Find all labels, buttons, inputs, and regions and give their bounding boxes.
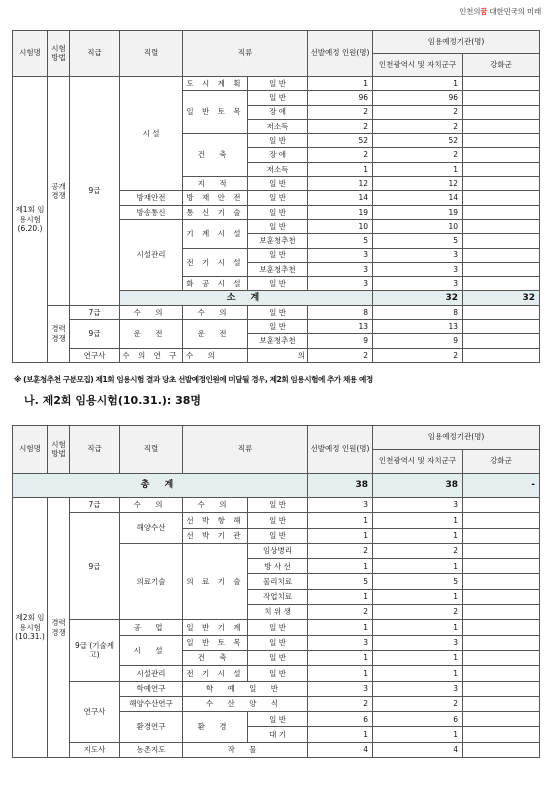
table-row: 지 적 일 반 12 12 [13,177,540,191]
total-row: 총 계 38 38 - [13,474,540,498]
footnote: ※ (보훈청추천 구분모집) 제1회 임용시험 결과 당초 선발예정인원에 미달될 경우, 제2회 임용시험에 추가 채용 예정 [14,375,373,384]
table-row: 전 기 시 설 일 반 3 3 [13,248,540,262]
subtotal-row: 소 계 32 32 [13,291,540,305]
series-facility: 시 설 [120,77,183,191]
table-row: 보훈청추천 9 9 [13,334,540,348]
exam1-name: 제1회 임용시험 (6.20.) [13,77,48,363]
table-row: 방 사 선 1 1 [13,559,540,574]
table-row: 화 공 시 설 일 반 3 3 [13,277,540,291]
table-row: 건 축 일 반 1 1 [13,650,540,665]
th-count: 선발예정 인원(명) [308,31,373,77]
table-row: 의료기술 의 료 기 술 임상병리 2 2 [13,543,540,558]
table-row: 대 기 1 1 [13,727,540,742]
table-row: 장 애 2 2 [13,148,540,162]
th-method: 시험방법 [48,31,70,77]
table-row: 지도사 농촌지도 작 물 4 4 [13,742,540,757]
table-row: 선 박 기 관 일 반 1 1 [13,528,540,543]
header-row: 시험명 시험방법 직급 직렬 직류 선발예정 인원(명) 임용예정기관(명) [13,426,540,450]
exam2-table: 시험명 시험방법 직급 직렬 직류 선발예정 인원(명) 임용예정기관(명) 인천광역시 및 자치군구 강화군 총 계 38 38 - 제2회 임용시험 (10.31.) 경력경쟁 7급 수 의 수 의 일 반 3 3 9급 해양수산 선 박 항 해 일 반 1 1 선 박 기 관 일 반 1 1 의료기술 의 료 기 술 임상병리 2 2 방 사 선 1 1 물리치료 5 5 작업치료 1 1 치 위 생 2 2 9급 (기술계고) 공 업 일 반 기 계 일 반 1 1 시 설 일 반 토 목 일 반 3 3 건 축 일 반 1 1 시설관리 전 기 시 설 일 반 1 1 연구사 학예연구 학 예 일 반 3 3 해양수산연구 수 산 양 식 2 2 환경연구 환 경 일 반 6 6 대 기 1 1 지도사 농촌지도 작 물 4 4 [12,425,540,758]
table-row: 9급 (기술계고) 공 업 일 반 기 계 일 반 1 1 [13,620,540,635]
th-series: 직렬 [120,31,183,77]
th-class: 직류 [183,31,308,77]
table-row: 방송통신 통 신 기 술 일 반 19 19 [13,205,540,219]
open-method: 공개경쟁 [48,77,70,306]
table-row: 제2회 임용시험 (10.31.) 경력경쟁 7급 수 의 수 의 일 반 3 3 [13,498,540,513]
career-method: 경력경쟁 [48,305,70,362]
grade-9: 9급 [70,77,120,306]
table-row: 장 애 2 2 [13,105,540,119]
table-row: 시설관리 기 계 시 설 일 반 10 10 [13,219,540,233]
th-ganghwa: 강화군 [463,54,540,77]
table-row: 연구사 수 의 연 구 수 의 의 2 2 [13,348,540,362]
table-row: 해양수산연구 수 산 양 식 2 2 [13,696,540,711]
table-row: 보훈청추천 3 3 [13,262,540,276]
table-row: 제1회 임용시험 (6.20.) 공개경쟁 9급 시 설 도 시 계 획 일 반 1 1 [13,77,540,91]
table-row: 경력경쟁 7급 수 의 수 의 일 반 8 8 [13,305,540,319]
table-row: 물리치료 5 5 [13,574,540,589]
table-row: 작업치료 1 1 [13,589,540,604]
section-title: 나. 제2회 임용시험(10.31.): 38명 [24,394,202,407]
table-row: 9급 운 전 운 전 일 반 13 13 [13,320,540,334]
table-row: 치 위 생 2 2 [13,605,540,620]
table-row: 건 축 일 반 52 52 [13,134,540,148]
table-row: 환경연구 환 경 일 반 6 6 [13,712,540,727]
table-row: 보훈청추천 5 5 [13,234,540,248]
th-agency: 임용예정기관(명) [373,31,540,54]
table-row: 9급 해양수산 선 박 항 해 일 반 1 1 [13,513,540,528]
table-row: 시설관리 전 기 시 설 일 반 1 1 [13,666,540,681]
table-row: 시 설 일 반 토 목 일 반 3 3 [13,635,540,650]
header-row [13,31,540,54]
table-row: 방재안전 방 재 안 전 일 반 14 14 [13,191,540,205]
th-incheon: 인천광역시 및 자치군구 [373,54,463,77]
table-row: 저소득 1 1 [13,162,540,176]
th-grade: 직급 [70,31,120,77]
table-row: 일 반 토 목 일 반 96 96 [13,91,540,105]
exam1-table [12,30,540,363]
th-exam: 시험명 [13,31,48,77]
table-row: 연구사 학예연구 학 예 일 반 3 3 [13,681,540,696]
table-row: 저소득 2 2 [13,119,540,133]
logo: 인천의꿈 대한민국의 미래 [459,7,541,16]
